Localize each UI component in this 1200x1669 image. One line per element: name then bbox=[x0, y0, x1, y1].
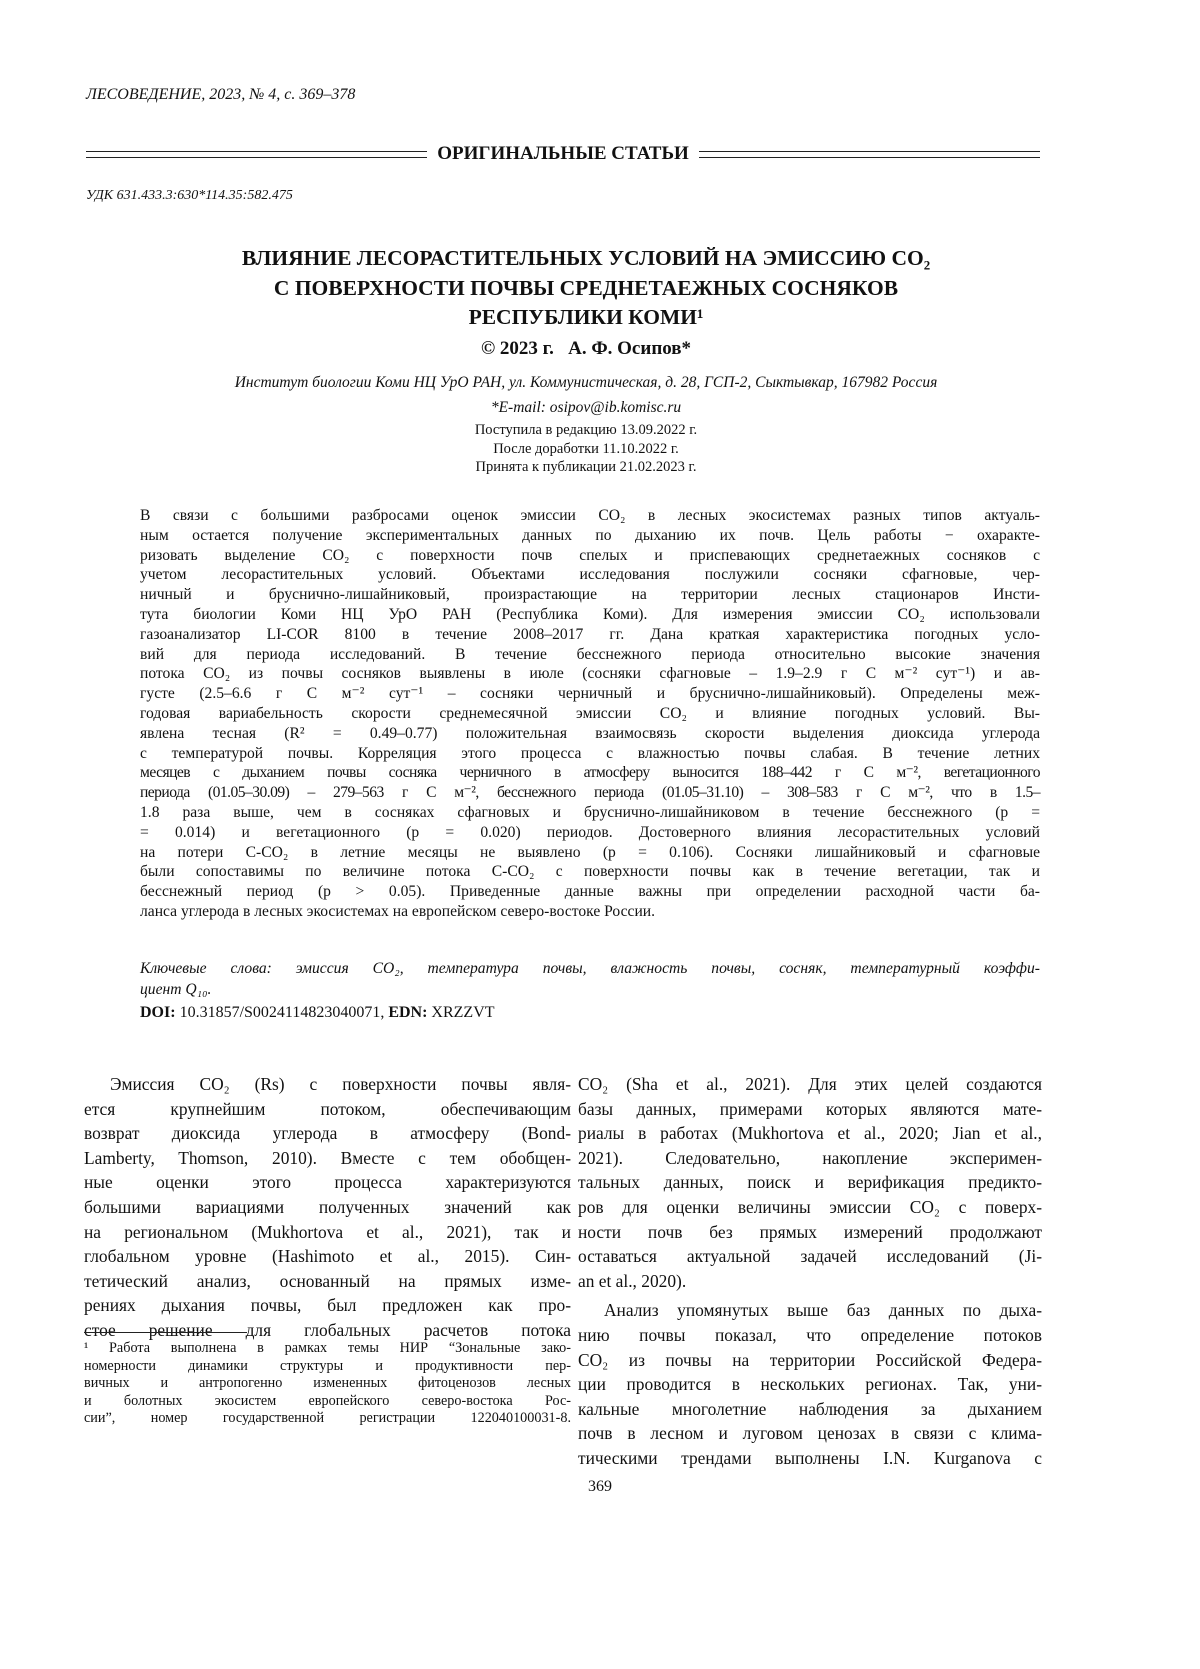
body-line: ности почв без прямых измерений продолжают bbox=[578, 1220, 1042, 1245]
body-line: тетический анализ, основанный на прямых изме- bbox=[84, 1269, 571, 1294]
title-line: РЕСПУБЛИКИ КОМИ¹ bbox=[86, 303, 1086, 333]
abstract-line: периода (01.05–30.09) – 279–563 г С м⁻², бесснежного периода (01.05–31.10) – 308–583 г С м⁻², что в 1.5– bbox=[140, 783, 1040, 803]
keywords-line: Ключевые слова: эмиссия CO₂, температура почвы, влажность почвы, сосняк, температурный коэффи- bbox=[140, 958, 1040, 979]
date-accepted: Принята к публикации 21.02.2023 г. bbox=[86, 458, 1086, 477]
body-line: почв в лесном и луговом ценозах в связи с клима- bbox=[578, 1421, 1042, 1446]
abstract-line: 1.8 раза выше, чем в сосняках сфагновых и бруснично-лишайниковом в течение бесснежного (p = bbox=[140, 803, 1040, 823]
body-line: Эмиссия CO₂ (Rs) с поверхности почвы явля- bbox=[84, 1072, 571, 1097]
body-line: возврат диоксида углерода в атмосферу (Bond- bbox=[84, 1121, 571, 1146]
submission-dates bbox=[86, 421, 1086, 477]
footnote-line: и болотных экосистем европейского северо-востока Рос- bbox=[84, 1393, 571, 1411]
page-number: 369 bbox=[0, 1478, 1200, 1496]
affiliation: Институт биологии Коми НЦ УрО РАН, ул. Коммунистическая, д. 28, ГСП-2, Сыктывкар, 167982 Россия bbox=[86, 374, 1086, 392]
body-line: базы данных, примерами которых являются мате- bbox=[578, 1097, 1042, 1122]
abstract-line: ничный и бруснично-лишайниковый, произрастающие на территории лесных стационаров Инсти- bbox=[140, 585, 1040, 605]
author-email: *E-mail: osipov@ib.komisc.ru bbox=[86, 399, 1086, 417]
body-line: рениях дыхания почвы, был предложен как про- bbox=[84, 1293, 571, 1318]
body-line: стое решение для глобальных расчетов потока bbox=[84, 1318, 571, 1343]
footnote-line: сии”, номер государственной регистрации 122040100031-8. bbox=[84, 1410, 571, 1428]
body-line: ции проводится в нескольких регионах. Так, уни- bbox=[578, 1372, 1042, 1397]
body-line: кальные многолетние наблюдения за дыханием bbox=[578, 1397, 1042, 1422]
body-line: CO₂ (Sha et al., 2021). Для этих целей создаются bbox=[578, 1072, 1042, 1097]
abstract-line: годовая вариабельность скорости среднемесячной эмиссии CO₂ и влияние погодных условий. Вы- bbox=[140, 704, 1040, 724]
abstract-line: потока CO₂ из почвы сосняков выявлены в июле (сосняки сфагновые – 1.9–2.9 г С м⁻² сут⁻¹) и ав- bbox=[140, 664, 1040, 684]
body-line: риалы в работах (Mukhortova et al., 2020; Jian et al., bbox=[578, 1121, 1042, 1146]
rubric-rule-right bbox=[699, 151, 1040, 158]
body-line: тальных данных, поиск и верификация предикто- bbox=[578, 1170, 1042, 1195]
abstract-line: месяцев с дыханием почвы сосняка черничного в атмосферу выносится 188–442 г С м⁻², вегетационного bbox=[140, 763, 1040, 783]
abstract-line: на потери С-CO₂ в летние месяцы не выявлено (p = 0.106). Сосняки лишайниковый и сфагновые bbox=[140, 843, 1040, 863]
udk-code: УДК 631.433.3:630*114.35:582.475 bbox=[86, 188, 293, 204]
abstract-line: были сопоставимы по величине потока С-CO₂ с поверхности почвы как в течение вегетации, так и bbox=[140, 862, 1040, 882]
body-line: CO₂ из почвы на территории Российской Федера- bbox=[578, 1348, 1042, 1373]
rubric-rule-left bbox=[86, 151, 427, 158]
body-right-column bbox=[578, 1072, 1042, 1471]
edn-label: EDN: bbox=[388, 1004, 427, 1021]
footnote-line: вичных и антропогенно измененных фитоценозов лесных bbox=[84, 1375, 571, 1393]
keywords bbox=[140, 958, 1040, 1000]
abstract-line: ризовать выделение CO₂ с поверхности почв спелых и приспевающих среднетаежных сосняков с bbox=[140, 546, 1040, 566]
body-left-column bbox=[84, 1072, 571, 1343]
article-title bbox=[86, 244, 1086, 333]
body-line: тическими трендами выполнены I.N. Kurganova с bbox=[578, 1446, 1042, 1471]
footnote-line: ¹ Работа выполнена в рамках темы НИР “Зональные зако- bbox=[84, 1340, 571, 1358]
authors: © 2023 г. А. Ф. Осипов* bbox=[86, 338, 1086, 360]
abstract-line: ланса углерода в лесных экосистемах на европейском северо-востоке России. bbox=[140, 902, 1040, 922]
journal-header: ЛЕСОВЕДЕНИЕ, 2023, № 4, с. 369–378 bbox=[86, 86, 355, 104]
body-line: Анализ упомянутых выше баз данных по дыха- bbox=[578, 1298, 1042, 1323]
body-line: оставаться актуальной задачей исследований (Ji- bbox=[578, 1244, 1042, 1269]
abstract-line: явлена тесная (R² = 0.49–0.77) положительная взаимосвязь скорости выделения диоксида углерода bbox=[140, 724, 1040, 744]
body-line: ется крупнейшим потоком, обеспечивающим bbox=[84, 1097, 571, 1122]
doi-edn bbox=[140, 1004, 495, 1022]
abstract-line: вий для периода исследований. В течение бесснежного периода относительно высокие значения bbox=[140, 645, 1040, 665]
footnote bbox=[84, 1340, 571, 1428]
abstract-line: густе (2.5–6.6 г С м⁻² сут⁻¹ – сосняки черничный и бруснично-лишайниковый). Определены меж- bbox=[140, 684, 1040, 704]
abstract-line: с температурой почвы. Корреляция этого процесса с влажностью почвы слабая. В течение летних bbox=[140, 744, 1040, 764]
abstract-line: ным остается получение экспериментальных данных по дыханию их почв. Цель работы − охаракте- bbox=[140, 526, 1040, 546]
abstract bbox=[140, 506, 1040, 922]
abstract-line: газоанализатор LI-COR 8100 в течение 2008–2017 гг. Дана краткая характеристика погодных усло- bbox=[140, 625, 1040, 645]
doi-label: DOI: bbox=[140, 1004, 176, 1021]
rubric-label: ОРИГИНАЛЬНЫЕ СТАТЬИ bbox=[437, 143, 689, 165]
abstract-line: бесснежный период (p > 0.05). Приведенные данные важны при определении расходной части ба- bbox=[140, 882, 1040, 902]
body-line: 2021). Следовательно, накопление эксперимен- bbox=[578, 1146, 1042, 1171]
doi-value[interactable]: 10.31857/S0024114823040071, bbox=[180, 1004, 385, 1021]
footnote-line: номерности динамики структуры и продуктивности пер- bbox=[84, 1358, 571, 1376]
body-line: большими вариациями полученных значений как bbox=[84, 1195, 571, 1220]
body-line: ные оценки этого процесса характеризуются bbox=[84, 1170, 571, 1195]
body-line: нию почвы показал, что определение потоков bbox=[578, 1323, 1042, 1348]
body-line: глобальном уровне (Hashimoto et al., 2015). Син- bbox=[84, 1244, 571, 1269]
title-line: ВЛИЯНИЕ ЛЕСОРАСТИТЕЛЬНЫХ УСЛОВИЙ НА ЭМИССИЮ CO₂ bbox=[86, 244, 1086, 274]
body-line: на региональном (Mukhortova et al., 2021), так и bbox=[84, 1220, 571, 1245]
body-line: ров для оценки величины эмиссии CO₂ с поверх- bbox=[578, 1195, 1042, 1220]
abstract-line: = 0.014) и вегетационного (p = 0.020) периодов. Достоверного влияния лесорастительных условий bbox=[140, 823, 1040, 843]
body-line: an et al., 2020). bbox=[578, 1269, 1042, 1294]
rubric-heading bbox=[86, 143, 1040, 165]
abstract-line: В связи с большими разбросами оценок эмиссии CO₂ в лесных экосистемах разных типов актуаль- bbox=[140, 506, 1040, 526]
edn-value: XRZZVT bbox=[431, 1004, 494, 1021]
title-line: С ПОВЕРХНОСТИ ПОЧВЫ СРЕДНЕТАЕЖНЫХ СОСНЯКОВ bbox=[86, 274, 1086, 304]
abstract-line: учетом лесорастительных условий. Объектами исследования послужили сосняки сфагновые, чер- bbox=[140, 565, 1040, 585]
date-revised: После доработки 11.10.2022 г. bbox=[86, 440, 1086, 459]
abstract-line: тута биологии Коми НЦ УрО РАН (Республика Коми). Для измерения эмиссии CO₂ использовали bbox=[140, 605, 1040, 625]
body-line: Lamberty, Thomson, 2010). Вместе с тем обобщен- bbox=[84, 1146, 571, 1171]
footnote-divider bbox=[84, 1332, 247, 1333]
date-received: Поступила в редакцию 13.09.2022 г. bbox=[86, 421, 1086, 440]
keywords-line: циент Q₁₀. bbox=[140, 979, 1040, 1000]
